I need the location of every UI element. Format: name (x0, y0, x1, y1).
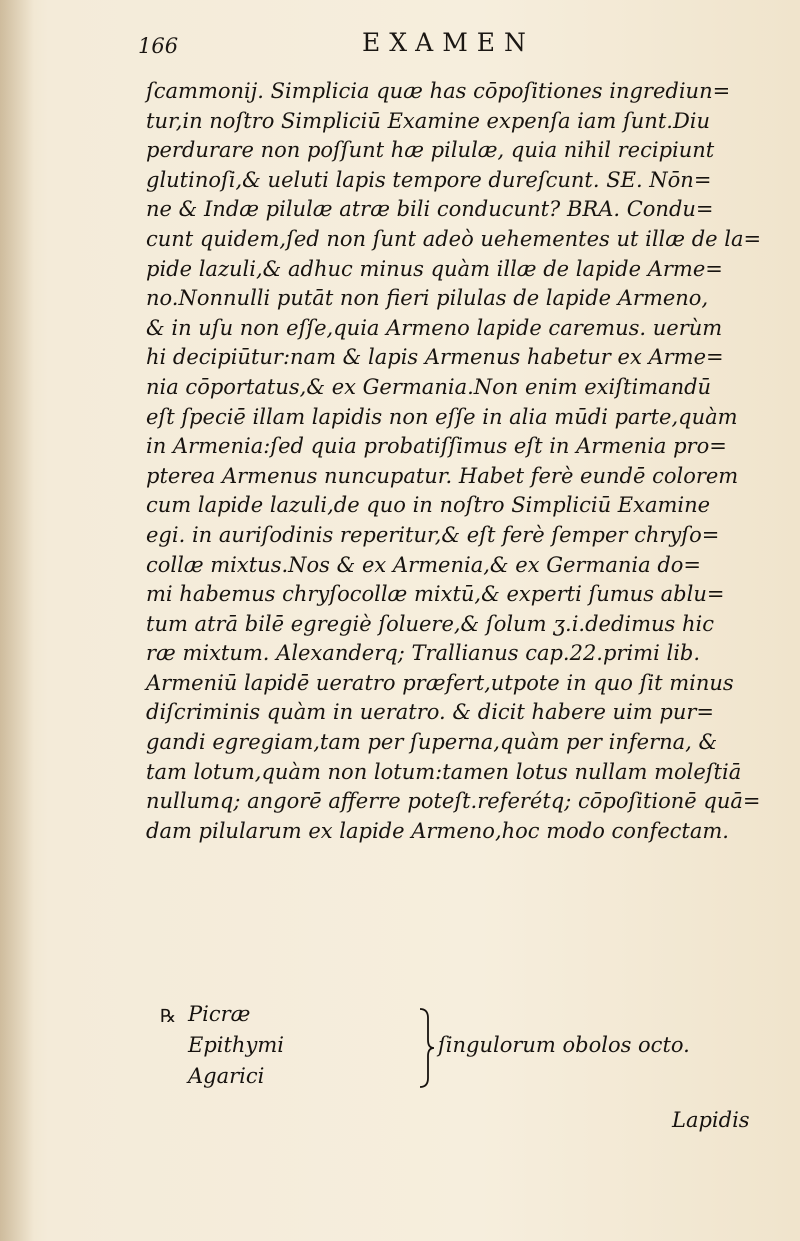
catchword: Lapidis (672, 1108, 750, 1132)
text-line: pide lazuli,& adhuc minus quàm illæ de lapide Arme= (146, 256, 723, 281)
text-line: mi habemus chryſocollæ mixtū,& experti ſumus ablu= (146, 582, 725, 607)
text-line: pterea Armenus nuncupatur. Habet ferè eundē colorem (146, 463, 739, 488)
text-line: diſcriminis quàm in ueratro. & dicit habere uim pur= (146, 700, 714, 725)
ingredient-item: Picræ (188, 1002, 251, 1026)
text-line: glutinoſi,& ueluti lapis tempore dureſcunt. SE. Nōn= (146, 167, 712, 192)
text-line: in Armenia:ſed quia probatiſſimus eſt in Armenia pro= (146, 434, 727, 459)
brace-icon (416, 1006, 436, 1090)
text-line: tam lotum,quàm non lotum:tamen lotus nullam moleſtiā (146, 759, 742, 784)
dose-text: ſingulorum obolos octo. (438, 1033, 690, 1057)
text-line: nullumq; angorē afferre poteſt.referétq; cōpoſitionē quā= (146, 789, 761, 814)
gutter-shadow (0, 0, 34, 1241)
text-line: ne & Indæ pilulæ atræ bili conducunt? BRA. Condu= (146, 197, 714, 222)
ingredient-item: Agarici (188, 1064, 265, 1088)
text-line: & in uſu non eſſe,quia Armeno lapide caremus. uerùm (146, 315, 723, 340)
text-line: dam pilularum ex lapide Armeno,hoc modo confectam. (146, 818, 729, 843)
text-line: hi decipiūtur:nam & lapis Armenus habetur ex Arme= (146, 345, 724, 370)
text-line: cum lapide lazuli,de quo in noſtro Simpliciū Examine (146, 493, 711, 518)
running-head: EXAMEN (362, 28, 535, 57)
page-number: 166 (138, 34, 179, 58)
text-line: no.Nonnulli putāt non fieri pilulas de lapide Armeno, (146, 286, 709, 311)
text-line: ræ mixtum. Alexanderq; Trallianus cap.22.primi lib. (146, 641, 701, 666)
text-line: tur,in noſtro Simpliciū Examine expenſa iam ſunt.Diu (146, 108, 711, 133)
recipe-symbol: ℞ (160, 1006, 177, 1027)
recipe-block (146, 1002, 766, 1102)
text-line: eſt ſpeciē illam lapidis non eſſe in alia mūdi parte,quàm (146, 404, 738, 429)
ingredient-item: Epithymi (188, 1033, 284, 1057)
text-line: Armeniū lapidē ueratro præfert,utpote in quo ſit minus (146, 670, 734, 695)
text-line: ſcammonij. Simplicia quæ has cōpoſitiones ingrediun= (146, 79, 731, 103)
page-header (0, 26, 800, 66)
body-text (146, 77, 766, 846)
text-line: gandi egregiam,tam per ſuperna,quàm per inferna, & (146, 730, 718, 755)
text-line: cunt quidem,ſed non ſunt adeò uehementes ut illæ de la= (146, 226, 762, 251)
text-line: nia cōportatus,& ex Germania.Non enim exiſtimandū (146, 374, 712, 399)
text-line: collæ mixtus.Nos & ex Armenia,& ex Germania do= (146, 552, 702, 577)
text-line: tum atrā bilē egregiè ſoluere,& ſolum ʒ.i.dedimus hic (146, 611, 715, 636)
text-line: egi. in auriſodinis reperitur,& eſt ferè ſemper chryſo= (146, 522, 720, 547)
text-line: perdurare non poſſunt hæ pilulæ, quia nihil recipiunt (146, 138, 715, 163)
